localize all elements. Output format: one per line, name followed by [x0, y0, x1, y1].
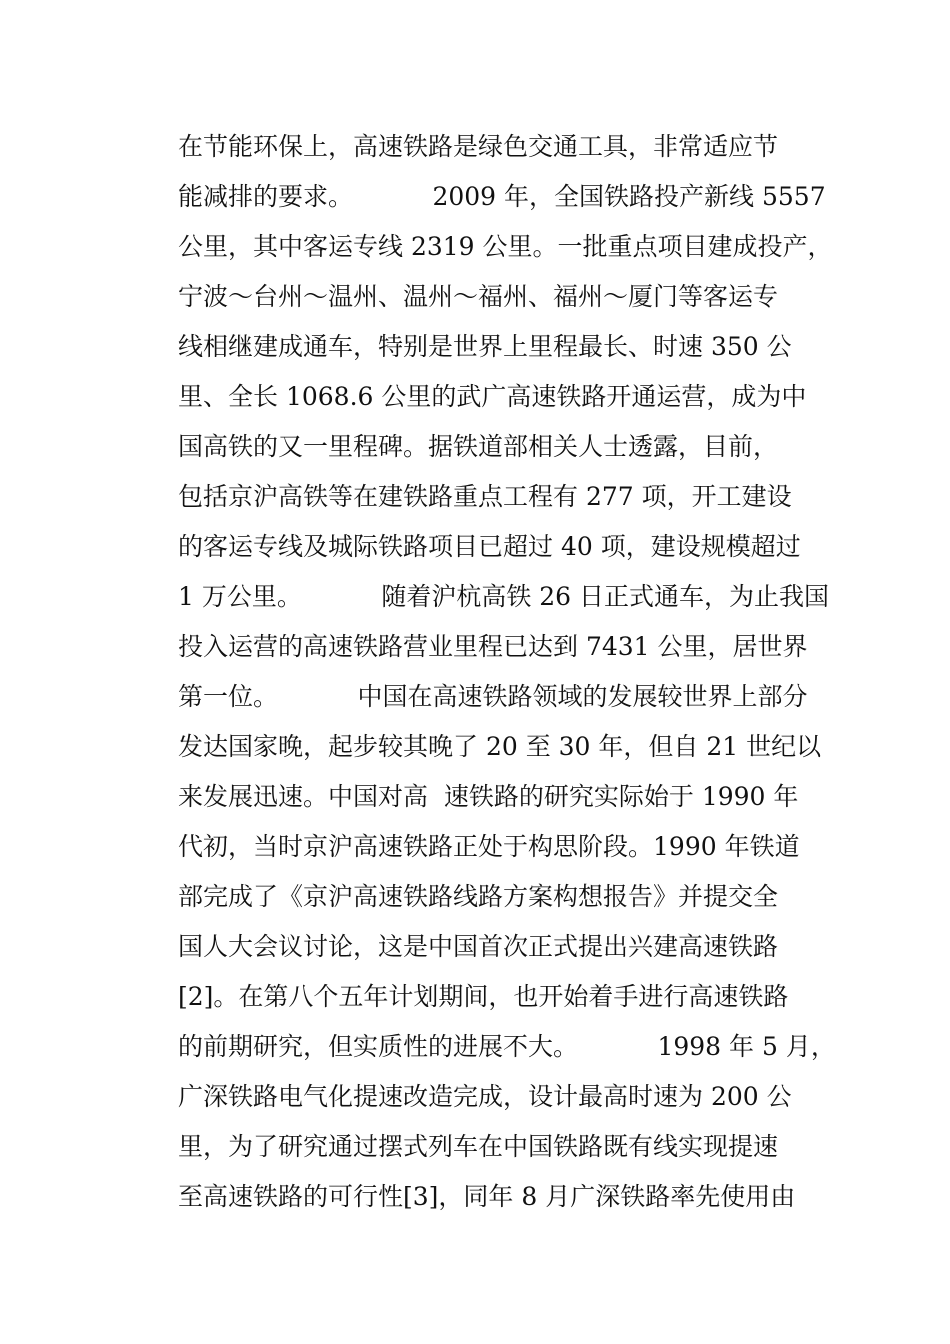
text-line: 广深铁路电气化提速改造完成，设计最高时速为 200 公 [178, 1082, 792, 1111]
text-line: 的客运专线及城际铁路项目已超过 40 项，建设规模超过 [178, 532, 801, 561]
text-line: 1 万公里。 随着沪杭高铁 26 日正式通车，为止我国 [178, 582, 830, 611]
text-line: 宁波～台州～温州、温州～福州、福州～厦门等客运专 [178, 282, 779, 311]
text-line: 在节能环保上，高速铁路是绿色交通工具，非常适应节 [178, 132, 779, 161]
text-line: 能减排的要求。 2009 年，全国铁路投产新线 5557 [178, 182, 826, 211]
text-line: 国人大会议讨论，这是中国首次正式提出兴建高速铁路 [178, 932, 779, 961]
text-line: 第一位。 中国在高速铁路领域的发展较世界上部分 [178, 682, 808, 711]
text-line: 里、全长 1068.6 公里的武广高速铁路开通运营，成为中 [178, 382, 807, 411]
body-text [178, 126, 836, 1226]
text-line: 至高速铁路的可行性[3]，同年 8 月广深铁路率先使用由 [178, 1182, 796, 1211]
text-line: 线相继建成通车，特别是世界上里程最长、时速 350 公 [178, 332, 792, 361]
text-line: 代初，当时京沪高速铁路正处于构思阶段。1990 年铁道 [178, 832, 800, 861]
text-line: 国高铁的又一里程碑。据铁道部相关人士透露，目前， [178, 432, 779, 461]
text-line: [2]。在第八个五年计划期间，也开始着手进行高速铁路 [178, 982, 789, 1011]
text-line: 来发展迅速。中国对高 速铁路的研究实际始于 1990 年 [178, 782, 799, 811]
text-line: 发达国家晚，起步较其晚了 20 至 30 年，但自 21 世纪以 [178, 732, 822, 761]
text-line: 里，为了研究通过摆式列车在中国铁路既有线实现提速 [178, 1132, 779, 1161]
text-line: 公里，其中客运专线 2319 公里。一批重点项目建成投产， [178, 232, 833, 261]
text-line: 投入运营的高速铁路营业里程已达到 7431 公里，居世界 [178, 632, 808, 661]
text-line: 的前期研究，但实质性的进展不大。 1998 年 5 月， [178, 1032, 836, 1061]
text-line: 包括京沪高铁等在建铁路重点工程有 277 项，开工建设 [178, 482, 792, 511]
text-line: 部完成了《京沪高速铁路线路方案构想报告》并提交全 [178, 882, 779, 911]
